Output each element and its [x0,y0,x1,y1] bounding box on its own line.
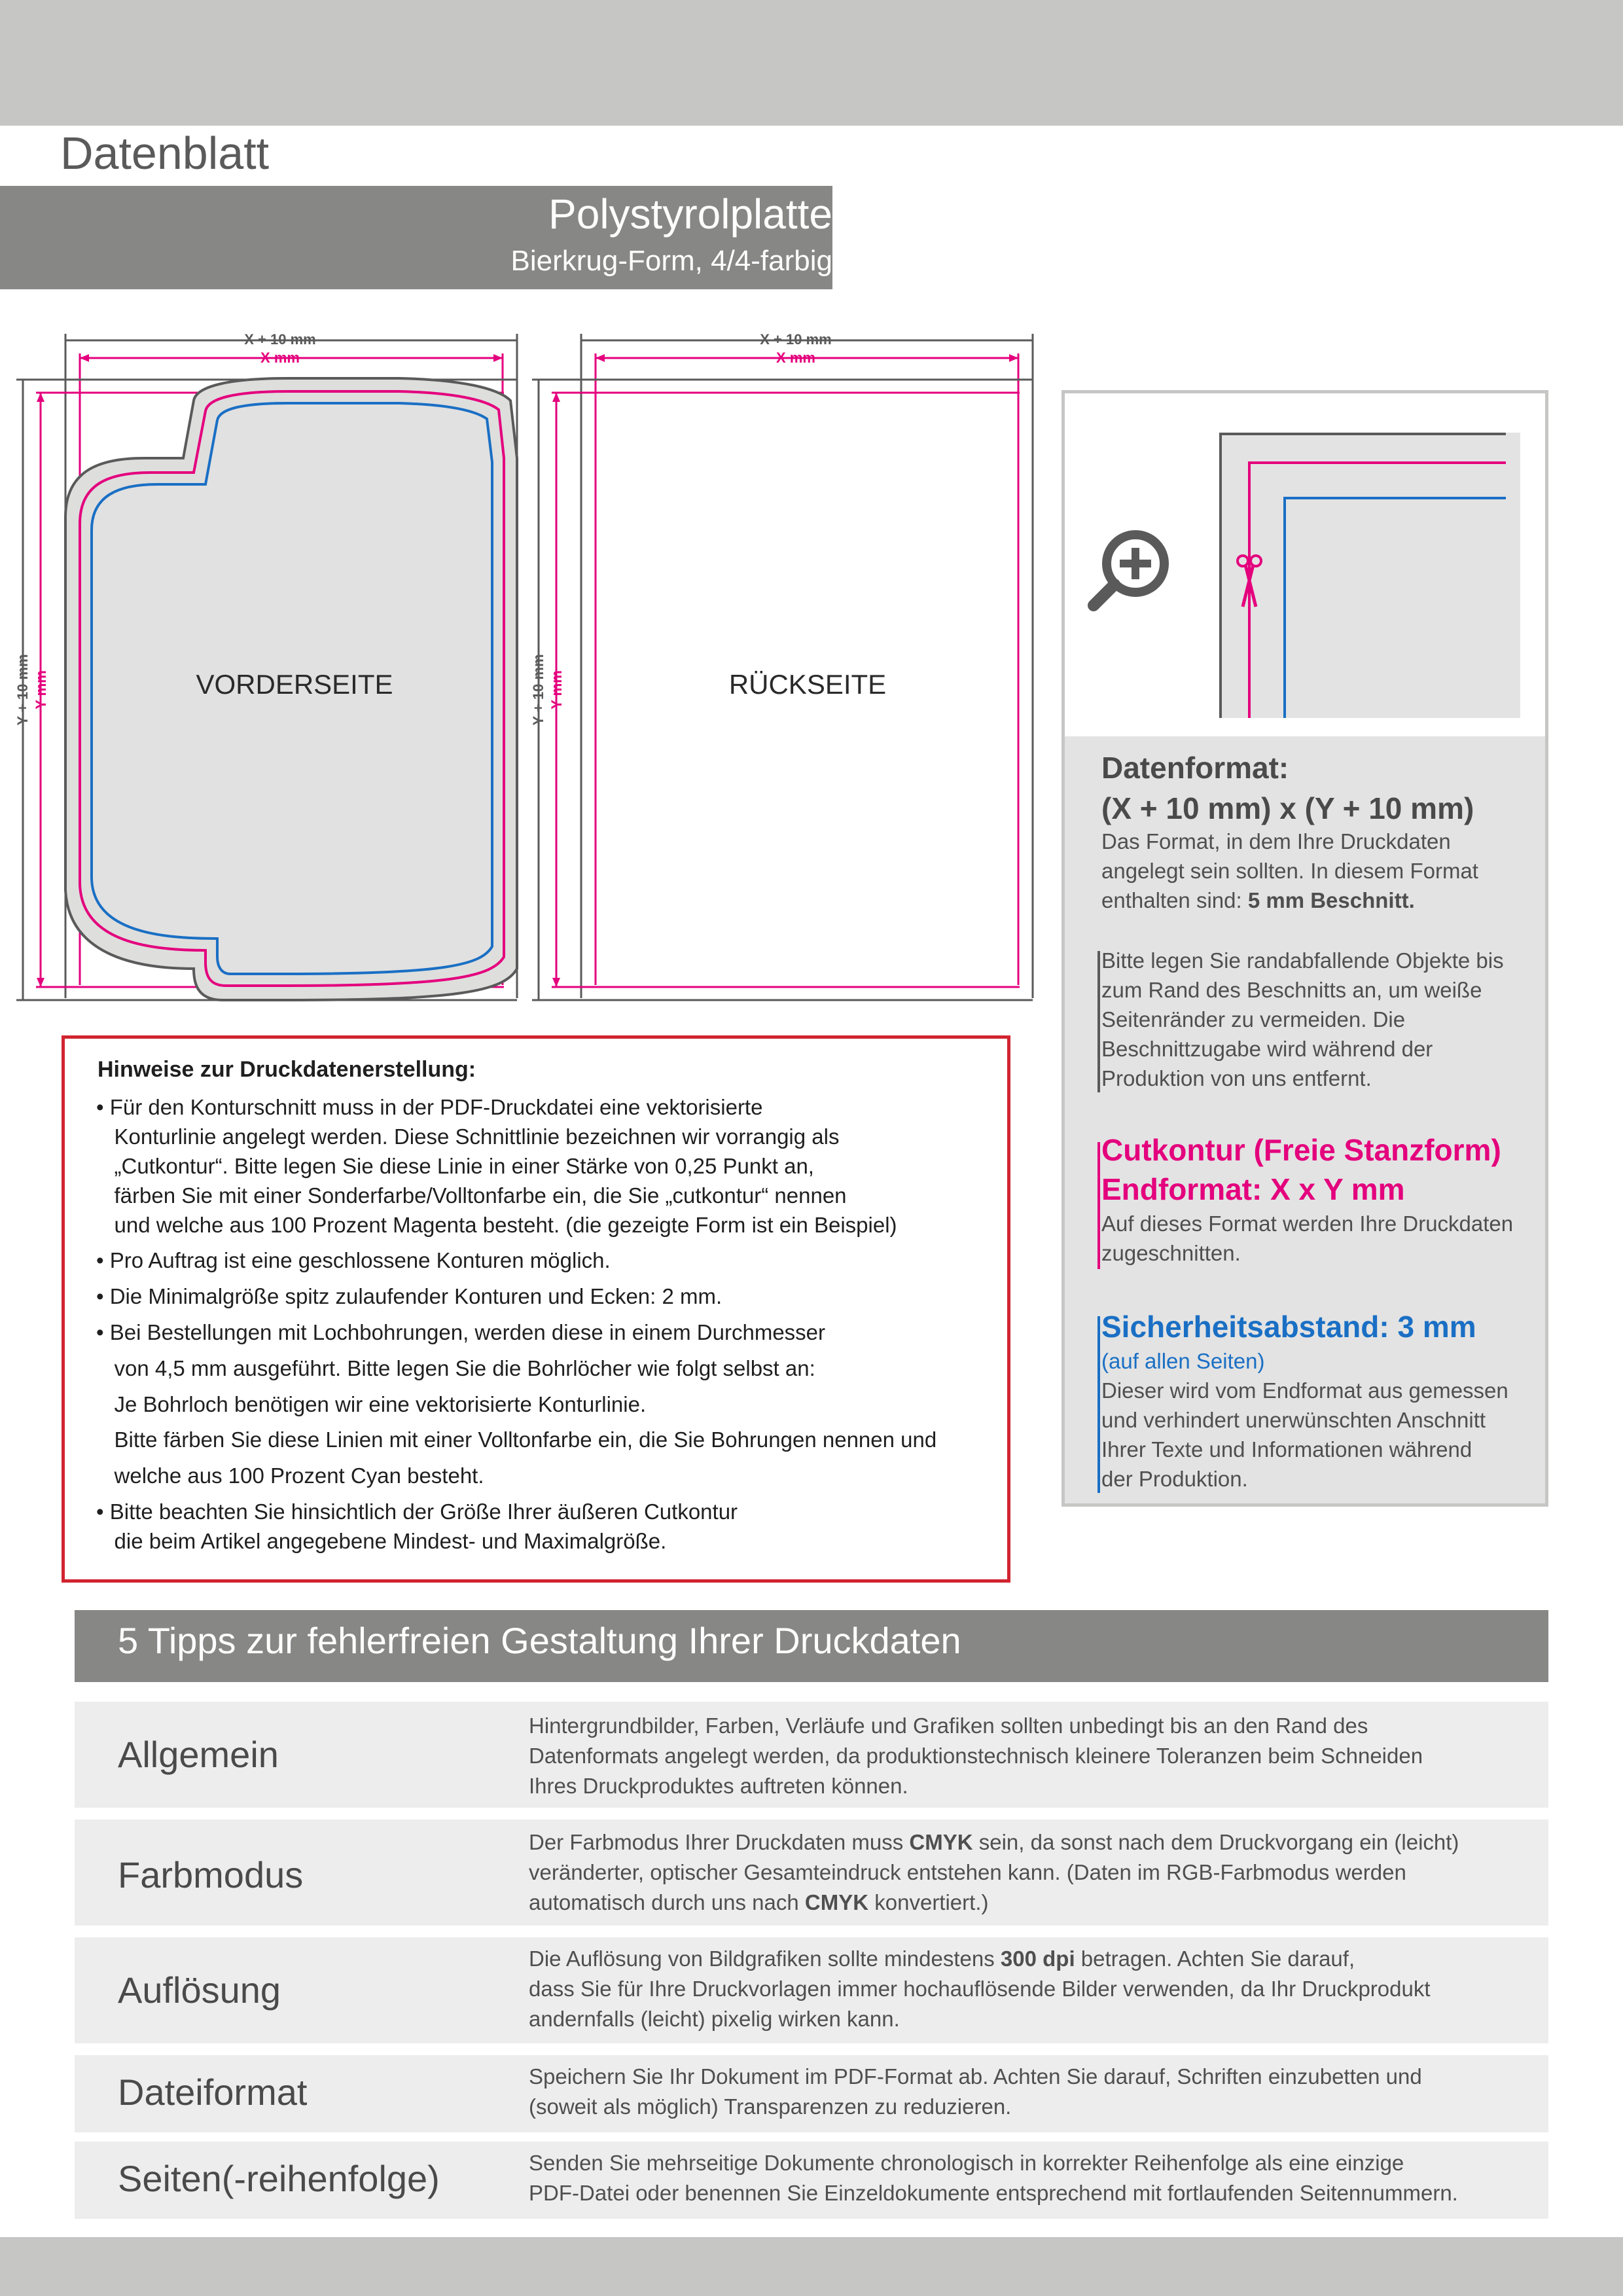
tip-text-line: dass Sie für Ihre Druckvorlagen immer hochauflösende Bilder verwenden, da Ihr Druckprodukt [529,1977,1431,2001]
front-width-inner-label: X mm [260,350,300,366]
cut-value: Endformat: X x Y mm [1101,1172,1405,1206]
tip-label: Dateiformat [118,2072,308,2113]
template-diagrams [0,308,1047,1014]
bleed-line-3: Seitenränder zu vermeiden. Die [1101,1007,1406,1031]
tip-text-part: sein, da sonst nach dem Druckvorgang ein (leicht) [972,1830,1459,1854]
side-panel-info [1065,736,1545,1503]
tip-text [529,1711,1530,1801]
product-name: Polystyrolplatte [548,190,832,238]
tip-text-part: konvertiert.) [868,1890,989,1914]
tip-row-allgemein [75,1702,1548,1808]
tip-text-line: Speichern Sie Ihr Dokument im PDF-Format ab. Achten Sie darauf, Schriften einzubetten und [529,2064,1422,2089]
zoom-detail [1065,393,1545,734]
note-line: färben Sie mit einer Sonderfarbe/Volltonfarbe ein, die Sie „cutkontur“ nennen [96,1183,847,1208]
tips-title: 5 Tipps zur fehlerfreien Gestaltung Ihrer Druckdaten [118,1620,961,1661]
safety-heading: Sicherheitsabstand: 3 mm [1101,1310,1476,1344]
tip-text-line: (soweit als möglich) Transparenzen zu reduzieren. [529,2094,1012,2119]
bleed-line-2: zum Rand des Beschnitts an, um weiße [1101,978,1482,1002]
bleed-line-5: Produktion von uns entfernt. [1101,1066,1372,1090]
tip-text-bold: CMYK [804,1890,869,1914]
bottom-band [0,2237,1623,2296]
tip-text [529,2148,1530,2208]
note-line: welche aus 100 Prozent Cyan besteht. [96,1463,484,1488]
tip-label: Farbmodus [118,1854,304,1895]
tip-text-line [529,1888,1530,1918]
product-variant: Bierkrug-Form, 4/4-farbig [510,245,832,277]
front-width-outer-label: X + 10 mm [244,331,316,348]
front-height-inner-label: Y mm [33,670,49,709]
safety-bar [1097,1316,1100,1493]
magnifier-plus-icon [1094,535,1164,605]
safety-line-2: und verhindert unerwünschten Anschnitt [1101,1408,1486,1432]
tip-row-dateiformat [75,2055,1548,2132]
tip-text-line: Senden Sie mehrseitige Dokumente chronologisch in korrekter Reihenfolge als eine einzige [529,2151,1404,2175]
note-line: • Für den Konturschnitt muss in der PDF-Druckdatei eine vektorisierte [96,1095,763,1119]
note-line: • Die Minimalgröße spitz zulaufender Konturen und Ecken: 2 mm. [96,1284,722,1308]
back-height-inner-label: Y mm [548,670,565,709]
tip-label: Seiten(-reihenfolge) [118,2158,440,2199]
note-line: und welche aus 100 Prozent Magenta besteht. (die gezeigte Form ist ein Beispiel) [96,1213,897,1237]
front-diagram [14,331,517,1000]
tip-text-bold: CMYK [909,1830,973,1854]
back-label: RÜCKSEITE [728,669,887,700]
tip-text [529,2062,1530,2122]
tip-text-line: PDF-Datei oder benennen Sie Einzeldokumente entsprechend mit fortlaufenden Seitennummern. [529,2181,1458,2205]
note-line: • Bitte beachten Sie hinsichtlich der Größe Ihrer äußeren Cutkontur [96,1499,738,1524]
cut-line-2: zugeschnitten. [1101,1241,1241,1265]
tip-text-part: Die Auflösung von Bildgrafiken sollte mindestens [529,1946,1001,1971]
format-text-3 [1101,886,1546,915]
doc-title: Datenblatt [60,128,270,179]
note-line: von 4,5 mm ausgeführt. Bitte legen Sie die Bohrlöcher wie folgt selbst an: [96,1356,815,1380]
tip-row-aufloesung [75,1937,1548,2043]
tip-text [529,1827,1530,1918]
bleed-bar [1097,951,1100,1092]
note-line: die beim Artikel angegebene Mindest- und Maximalgröße. [96,1529,667,1553]
tip-row-seiten [75,2142,1548,2219]
safety-sub: (auf allen Seiten) [1101,1349,1265,1373]
format-text-1: Das Format, in dem Ihre Druckdaten [1101,829,1451,853]
safety-line-1: Dieser wird vom Endformat aus gemessen [1101,1378,1508,1403]
tip-text-bold: 300 dpi [1000,1946,1075,1971]
bleed-line-1: Bitte legen Sie randabfallende Objekte bis [1101,948,1504,973]
back-height-outer-label: Y + 10 mm [530,654,546,726]
cut-bar [1097,1142,1100,1269]
back-width-outer-label: X + 10 mm [760,331,832,348]
tip-text-part: Der Farbmodus Ihrer Druckdaten muss [529,1830,910,1854]
tip-text-line: andernfalls (leicht) pixelig wirken kann. [529,2007,900,2031]
safety-line-4: der Produktion. [1101,1467,1248,1491]
tip-text-part: automatisch durch uns nach [529,1890,805,1914]
safety-line-3: Ihrer Texte und Informationen während [1101,1437,1472,1462]
format-text-bold: 5 mm Beschnitt. [1247,888,1415,912]
tip-text-part: betragen. Achten Sie darauf, [1075,1946,1355,1971]
tip-text-line: Ihres Druckproduktes auftreten können. [529,1774,908,1798]
format-value: (X + 10 mm) x (Y + 10 mm) [1101,791,1474,825]
tip-text [529,1944,1530,2034]
note-line: „Cutkontur“. Bitte legen Sie diese Linie in einer Stärke von 0,25 Punkt an, [96,1154,814,1178]
note-line: • Bei Bestellungen mit Lochbohrungen, werden diese in einem Durchmesser [96,1320,826,1344]
tip-text-line [529,1827,1530,1857]
note-line: • Pro Auftrag ist eine geschlossene Konturen möglich. [96,1248,611,1272]
front-label: VORDERSEITE [196,669,393,700]
format-text-2: angelegt sein sollten. In diesem Format [1101,859,1478,883]
tip-row-farbmodus [75,1820,1548,1926]
note-line: Je Bohrloch benötigen wir eine vektorisierte Konturlinie. [96,1392,647,1416]
tip-text-line: Hintergrundbilder, Farben, Verläufe und Grafiken sollten unbedingt bis an den Rand des [529,1713,1368,1738]
note-line: Bitte färben Sie diese Linien mit einer Volltonfarbe ein, die Sie Bohrungen nennen und [96,1427,937,1452]
format-heading: Datenformat: [1101,751,1289,785]
format-text-3-plain: enthalten sind: [1101,888,1248,912]
notes-box [62,1035,1010,1583]
back-diagram [530,331,1047,1000]
note-line: Konturlinie angelegt werden. Diese Schnittlinie bezeichnen wir vorrangig als [96,1124,840,1149]
tip-text-line [529,1944,1530,1974]
front-height-outer-label: Y + 10 mm [14,654,31,726]
top-band [0,0,1623,126]
tip-label: Allgemein [118,1734,279,1775]
tip-text-line: Datenformats angelegt werden, da produktionstechnisch kleinere Toleranzen beim Schneiden [529,1744,1423,1768]
cut-line-1: Auf dieses Format werden Ihre Druckdaten [1101,1211,1514,1236]
back-width-inner-label: X mm [776,350,815,366]
bleed-line-4: Beschnittzugabe wird während der [1101,1037,1433,1061]
notes-title: Hinweise zur Druckdatenerstellung: [98,1057,476,1082]
tip-label: Auflösung [118,1969,281,2011]
cut-heading: Cutkontur (Freie Stanzform) [1101,1133,1501,1167]
tip-text-line: veränderter, optischer Gesamteindruck entstehen kann. (Daten im RGB-Farbmodus werden [529,1860,1406,1884]
